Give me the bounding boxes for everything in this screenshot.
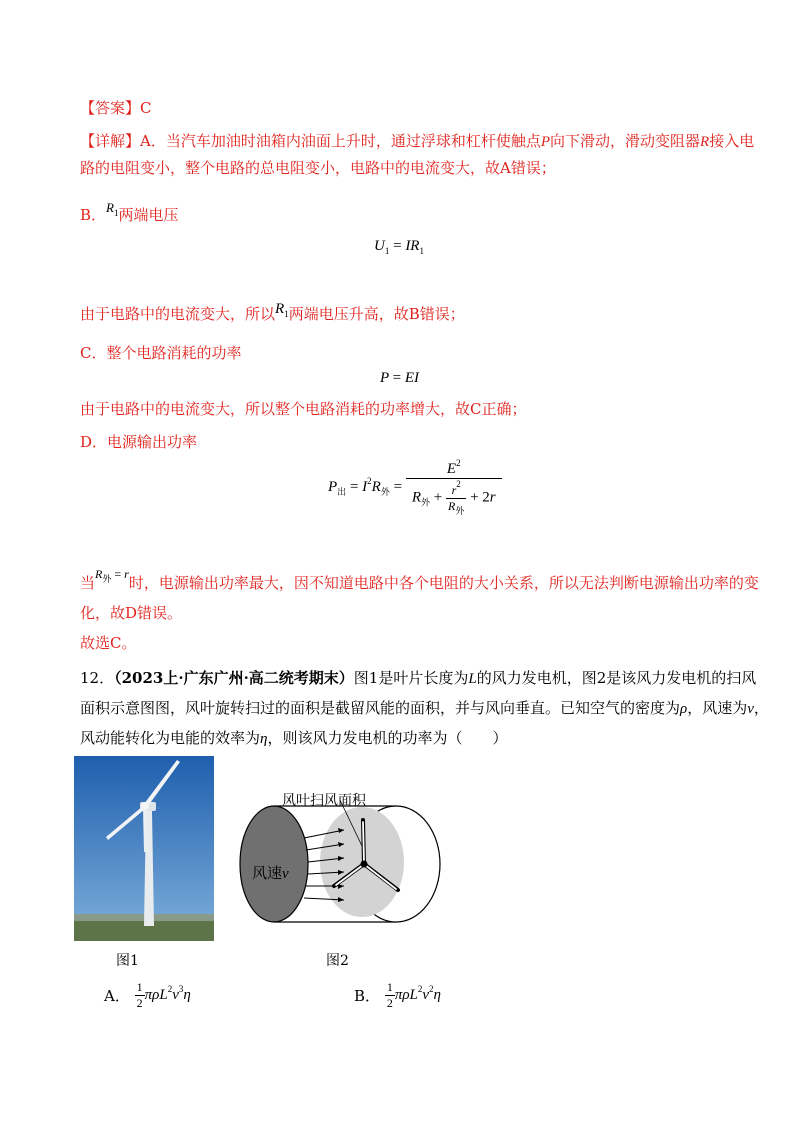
q12-text3: 风动能转化为电能的效率为 <box>80 729 261 747</box>
detail-b-line <box>80 197 179 226</box>
b-conclusion <box>80 298 465 325</box>
answer-label: 【答案】C <box>80 99 152 117</box>
fig2-speed-var: v <box>282 866 289 882</box>
fig2-speed-text: 风速 <box>252 864 283 882</box>
option-a-label: A． <box>104 987 130 1005</box>
b-r1-symbol: $R_1$ <box>106 200 119 218</box>
b-label: B． <box>80 206 107 224</box>
q12-text3b: ，则该风力发电机的功率为（ ） <box>267 729 508 747</box>
wind-turbine-illustration <box>74 756 214 941</box>
q12-text2c: ， <box>753 699 769 717</box>
c-label: C．整个电路消耗的功率 <box>80 344 242 362</box>
detail-label: 【详解】 <box>80 132 141 150</box>
var-r: R <box>700 134 710 150</box>
detail-a-line2: 路的电阻变小，整个电路的总电阻变小，电路中的电流变大，故A错误； <box>80 159 556 177</box>
b-conclusion-r1: $R_1$ <box>275 301 289 319</box>
final-choice: 故选C。 <box>80 634 137 652</box>
d-condition-formula: R外 = r <box>95 567 129 584</box>
fig2-speed-label <box>252 862 289 883</box>
option-b-formula: $\frac{1}{2}$ $\pi\rho L^2v^2\eta$ <box>386 980 441 1010</box>
answer-line <box>80 97 151 119</box>
detail-a-text: A．当汽车加油时油箱内油面上升时，通过浮球和杠杆使触点 <box>140 132 541 150</box>
q12-line2 <box>80 697 769 720</box>
q12-var-eta: η <box>260 731 268 747</box>
var-p: P <box>540 134 551 150</box>
fig2-caption: 图2 <box>326 953 349 969</box>
q12-line3 <box>80 727 507 750</box>
detail-a-text-c: 接入电 <box>709 132 755 150</box>
d-conclusion-line2: 化，故D错误。 <box>80 604 183 622</box>
formula-u1: $U_1 = IR_1$ <box>374 238 424 256</box>
q12-text2b: ，风速为 <box>687 699 748 717</box>
q12-text1b: 的风力发电机，图2是该风力发电机的扫风 <box>476 669 757 687</box>
b-conclusion-post: 两端电压升高，故B错误； <box>288 305 465 323</box>
q12-var-rho: ρ <box>680 701 688 717</box>
option-a-formula: $\frac{1}{2}$ $\pi\rho L^2v^3\eta$ <box>136 980 191 1010</box>
wind-turbine-photo <box>74 756 214 941</box>
q12-var-v: v <box>747 701 754 717</box>
detail-a-text-b: 向下滑动，滑动变阻器 <box>550 132 701 150</box>
q12-var-l: L <box>468 671 477 687</box>
formula-p-ei: P = EI <box>380 370 420 386</box>
q12-text1: 图1是叶片长度为 <box>353 669 469 687</box>
option-a[interactable] <box>104 980 191 1011</box>
d-conclusion-post: 时，电源输出功率最大，因不知道电路中各个电阻的大小关系，所以无法判断电源输出功率的变 <box>128 574 759 592</box>
b-text: 两端电压 <box>118 206 179 224</box>
fig1-caption: 图1 <box>116 953 139 969</box>
d-conclusion-pre: 当 <box>80 574 96 592</box>
q12-line1 <box>80 667 756 690</box>
option-b-label: B． <box>354 987 381 1005</box>
detail-a-line1 <box>80 130 754 153</box>
fig2-area-label: 风叶扫风面积 <box>282 793 366 809</box>
formula-p-out: $P_出 = I^2R_外$ = $E^2$ $R_外$ + $\frac{r^2}{R_外}$ + 2r <box>328 458 502 517</box>
d-conclusion <box>80 563 759 594</box>
q12-number: 12． <box>80 669 115 687</box>
q12-source: （2023上·广东广州·高二统考期末） <box>114 669 354 687</box>
p-out-fraction: $E^2$ $R_外$ + $\frac{r^2}{R_外}$ + 2r <box>406 458 502 517</box>
c-conclusion: 由于电路中的电流变大，所以整个电路消耗的功率增大，故C正确； <box>80 400 527 418</box>
d-label: D．电源输出功率 <box>80 433 198 451</box>
b-conclusion-pre: 由于电路中的电流变大，所以 <box>80 305 276 323</box>
q12-text2: 面积示意图图，风叶旋转扫过的面积是截留风能的面积，并与风向垂直。已知空气的密度为 <box>80 699 681 717</box>
option-b[interactable] <box>354 980 441 1011</box>
